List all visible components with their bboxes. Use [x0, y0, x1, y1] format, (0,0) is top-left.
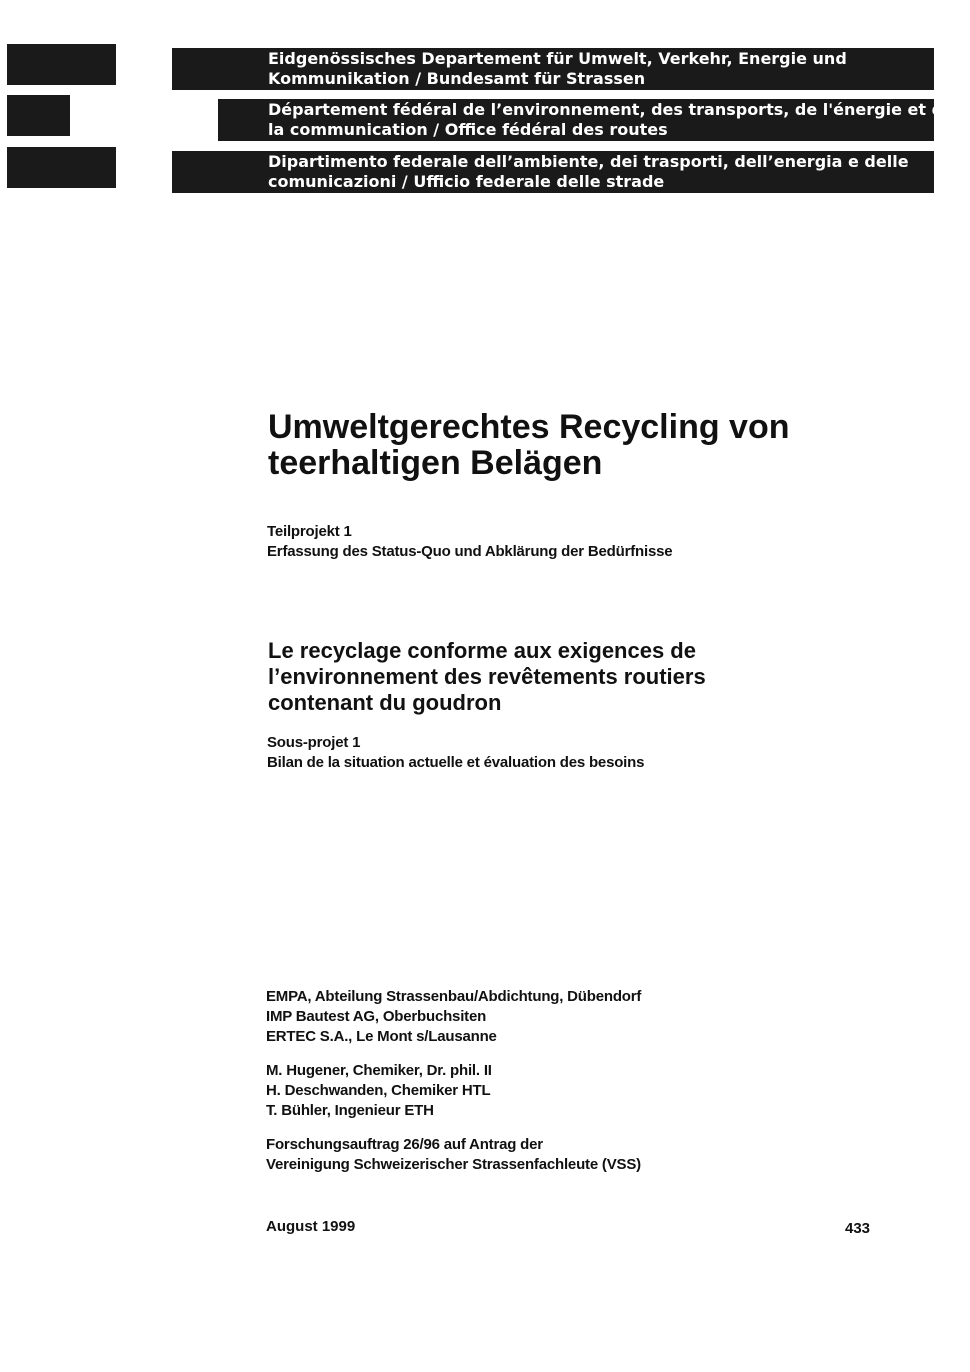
logo-bar-top [7, 44, 116, 85]
publication-date: August 1999 [266, 1218, 356, 1235]
institution-line: EMPA, Abteilung Strassenbau/Abdichtung, Dübendorf [266, 988, 642, 1005]
commission-line: Forschungsauftrag 26/96 auf Antrag der [266, 1136, 543, 1153]
german-subproject-line: Erfassung des Status-Quo und Abklärung der Bedürfnisse [267, 543, 673, 560]
report-number: 433 [845, 1220, 871, 1237]
logo-bar-middle [7, 95, 70, 136]
french-title [268, 638, 706, 716]
german-title-line: teerhaltigen Belägen [268, 444, 603, 482]
header-band-line: Eidgenössisches Departement für Umwelt, Verkehr, Energie und [268, 49, 847, 68]
commission [266, 1135, 641, 1175]
header-band-italian [172, 151, 934, 193]
german-title-line: Umweltgerechtes Recycling von [268, 408, 790, 446]
authors [266, 1061, 492, 1121]
french-title-line: contenant du goudron [268, 690, 502, 715]
german-subproject-line: Teilprojekt 1 [267, 523, 352, 540]
header-band-line: comunicazioni / Ufficio federale delle strade [268, 172, 665, 191]
french-title-line: Le recyclage conforme aux exigences de [268, 638, 696, 663]
author-line: H. Deschwanden, Chemiker HTL [266, 1082, 491, 1099]
french-subproject-line: Sous-projet 1 [267, 734, 361, 751]
author-line: T. Bühler, Ingenieur ETH [266, 1102, 434, 1119]
german-title [268, 409, 790, 481]
french-subproject-line: Bilan de la situation actuelle et évaluation des besoins [267, 754, 645, 771]
french-subproject [267, 733, 644, 773]
header-band-line: Département fédéral de l’environnement, des transports, de l'énergie et de [268, 100, 954, 119]
header-band-french [218, 99, 954, 141]
header-band-line: Dipartimento federale dell’ambiente, dei trasporti, dell’energia e delle [268, 152, 909, 171]
institutions [266, 987, 641, 1047]
commission-line: Vereinigung Schweizerischer Strassenfachleute (VSS) [266, 1156, 641, 1173]
logo-bar-bottom [7, 147, 116, 188]
header-band-line: la communication / Office fédéral des routes [268, 120, 668, 139]
header-band-german [172, 48, 934, 90]
institution-line: IMP Bautest AG, Oberbuchsiten [266, 1008, 487, 1025]
institution-line: ERTEC S.A., Le Mont s/Lausanne [266, 1028, 497, 1045]
german-subproject [267, 522, 672, 562]
author-line: M. Hugener, Chemiker, Dr. phil. II [266, 1062, 492, 1079]
header-band-line: Kommunikation / Bundesamt für Strassen [268, 69, 646, 88]
french-title-line: l’environnement des revêtements routiers [268, 664, 706, 689]
